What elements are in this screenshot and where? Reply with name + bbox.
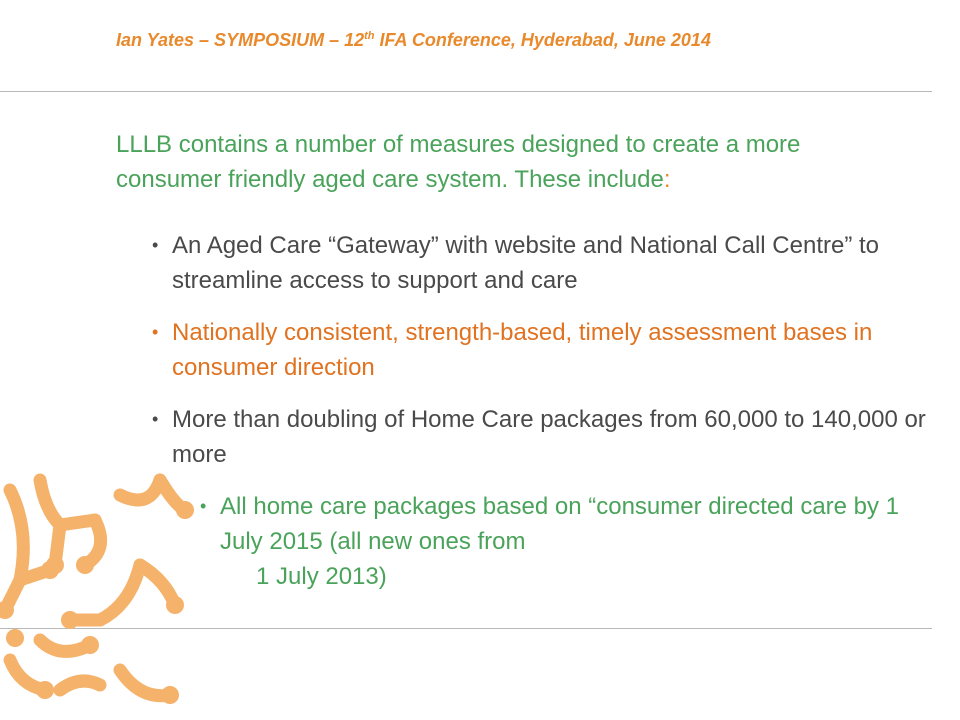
top-divider [0, 91, 932, 92]
sub-bullet-item-cdc [198, 489, 940, 594]
bullet-glyph: • [152, 409, 159, 429]
header-title-sup: th [364, 30, 375, 42]
bullet-glyph: • [152, 322, 159, 342]
bullet-glyph: • [200, 496, 207, 516]
decorative-branch-pattern [0, 470, 200, 720]
header-title [116, 30, 711, 51]
sub-bullet-text-line2: 1 July 2013) [256, 563, 387, 590]
intro-text: LLLB contains a number of measures designed to create a more consumer friendly aged care system. These include [116, 131, 801, 193]
header-title-suffix: IFA Conference, Hyderabad, June 2014 [374, 30, 711, 50]
bullet-item-gateway [150, 228, 940, 298]
bullet-glyph: • [152, 235, 159, 255]
intro-paragraph [116, 127, 896, 197]
header-title-prefix: Ian Yates – SYMPOSIUM – 12 [116, 30, 365, 50]
sub-bullet-text: All home care packages based on “consumer directed care by 1 July 2015 (all new ones from [220, 493, 900, 555]
bullet-text: Nationally consistent, strength-based, timely assessment bases in consumer direction [172, 319, 873, 381]
bullet-text: An Aged Care “Gateway” with website and National Call Centre” to streamline access to support and care [172, 232, 880, 294]
bullet-list [150, 228, 940, 611]
bullet-item-home-care [150, 402, 940, 472]
bullet-item-assessment [150, 315, 940, 385]
bullet-text: More than doubling of Home Care packages from 60,000 to 140,000 or more [172, 406, 926, 468]
intro-colon: : [663, 166, 671, 193]
